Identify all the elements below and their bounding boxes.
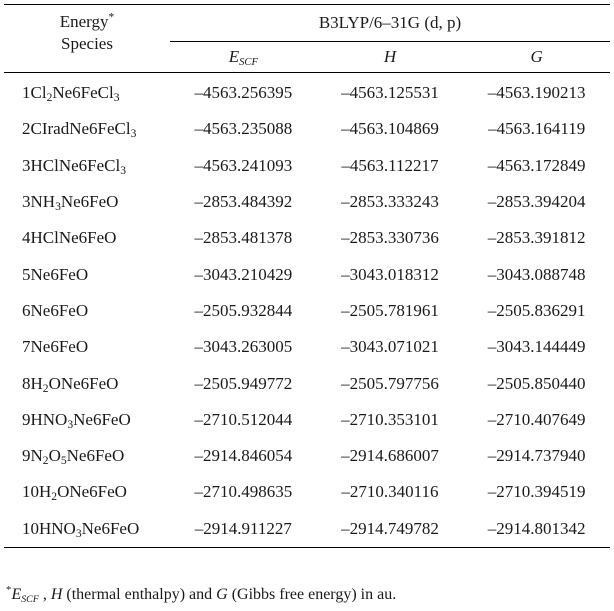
species-cell: $9N_2O_5Ne6FeO$ xyxy=(22,446,125,468)
h-cell: –3043.018312 xyxy=(341,264,439,284)
species-cell: 4HClNe6FeO xyxy=(22,228,117,248)
species-column-header xyxy=(4,5,170,73)
g-cell: –3043.088748 xyxy=(487,264,586,284)
h-cell: –2914.686007 xyxy=(341,446,439,466)
escf-cell: –3043.263005 xyxy=(194,337,293,357)
escf-cell: –2505.932844 xyxy=(194,300,293,320)
escf-cell: –2853.481378 xyxy=(194,228,293,248)
table-header-row xyxy=(4,5,610,42)
g-cell: –2914.801342 xyxy=(463,511,610,548)
species-label: Species xyxy=(61,34,113,53)
energy-label: Energy xyxy=(59,12,109,31)
table-row xyxy=(4,474,610,510)
species-cell: $3NH_3Ne6FeO$ xyxy=(22,192,119,214)
escf-cell: –3043.210429 xyxy=(194,264,293,284)
escf-cell: –4563.256395 xyxy=(194,83,293,103)
table-row xyxy=(4,220,610,256)
escf-cell: –2914.846054 xyxy=(194,446,293,466)
h-cell: –2710.340116 xyxy=(341,482,439,502)
species-cell: 2CIradNe6FeCl$_3$ xyxy=(22,119,137,141)
table-row xyxy=(4,293,610,329)
g-column-header: G xyxy=(463,42,610,73)
h-cell: –4563.112217 xyxy=(341,155,439,175)
energy-footnote-marker: * xyxy=(108,10,115,24)
table-row xyxy=(4,184,610,220)
h-cell: –2853.333243 xyxy=(341,192,439,212)
g-cell: –2710.394519 xyxy=(487,482,586,502)
table-row xyxy=(4,511,610,548)
escf-cell: –2710.512044 xyxy=(194,409,293,429)
h-cell: –2914.749782 xyxy=(317,511,464,548)
table-row xyxy=(4,73,610,112)
species-cell: $10H_2ONe6FeO$ xyxy=(22,482,127,504)
table-row xyxy=(4,438,610,474)
g-cell: –4563.172849 xyxy=(487,155,586,175)
table-row xyxy=(4,365,610,401)
g-cell: –4563.164119 xyxy=(488,119,586,139)
g-cell: –4563.190213 xyxy=(487,83,586,103)
table-footnote: *ESCF , H (thermal enthalpy) and G (Gibbs free energy) in au. xyxy=(6,584,397,605)
escf-cell: –2710.498635 xyxy=(194,482,293,502)
species-cell: 5Ne6FeO xyxy=(22,264,89,284)
escf-cell: –4563.235088 xyxy=(194,119,293,139)
g-cell: –2853.394204 xyxy=(487,192,586,212)
species-cell: 6Ne6FeO xyxy=(22,300,89,320)
table-row xyxy=(4,329,610,365)
table-body xyxy=(4,73,610,548)
g-cell: –2505.836291 xyxy=(487,300,586,320)
species-cell: $1Cl_2Ne6FeCl_3$ xyxy=(22,83,120,105)
g-cell: –2710.407649 xyxy=(487,409,586,429)
table-row xyxy=(4,111,610,147)
energy-table xyxy=(4,4,610,548)
g-cell: –2505.850440 xyxy=(487,373,586,393)
h-cell: –2505.781961 xyxy=(341,300,439,320)
species-cell: $9HNO_3Ne6FeO$ xyxy=(22,409,131,432)
table-row xyxy=(4,256,610,292)
h-cell: –2710.353101 xyxy=(341,409,439,429)
g-cell: –3043.144449 xyxy=(487,337,586,357)
table-row xyxy=(4,402,610,438)
species-cell: $8H_2ONe6FeO$ xyxy=(22,373,119,395)
h-column-header: H xyxy=(317,42,464,73)
g-cell: –2914.737940 xyxy=(487,446,586,466)
method-header: B3LYP/6–31G (d, p) xyxy=(170,5,610,42)
footnote-marker: * xyxy=(6,584,12,597)
h-cell: –4563.125531 xyxy=(341,83,439,103)
table-row xyxy=(4,148,610,184)
h-cell: –4563.104869 xyxy=(341,119,439,139)
g-cell: –2853.391812 xyxy=(487,228,586,248)
species-cell: 3HClNe6FeCl$_3$ xyxy=(22,155,127,177)
escf-cell: –2914.911227 xyxy=(170,511,317,548)
escf-cell: –2505.949772 xyxy=(194,373,293,393)
species-cell: 7Ne6FeO xyxy=(22,337,89,357)
escf-column-header: ESCF xyxy=(170,42,317,73)
escf-cell: –2853.484392 xyxy=(194,192,293,212)
species-cell: $10HNO_3Ne6FeO$ xyxy=(4,511,170,548)
h-cell: –3043.071021 xyxy=(341,337,439,357)
escf-cell: –4563.241093 xyxy=(194,155,293,175)
h-cell: –2853.330736 xyxy=(341,228,439,248)
h-cell: –2505.797756 xyxy=(341,373,439,393)
